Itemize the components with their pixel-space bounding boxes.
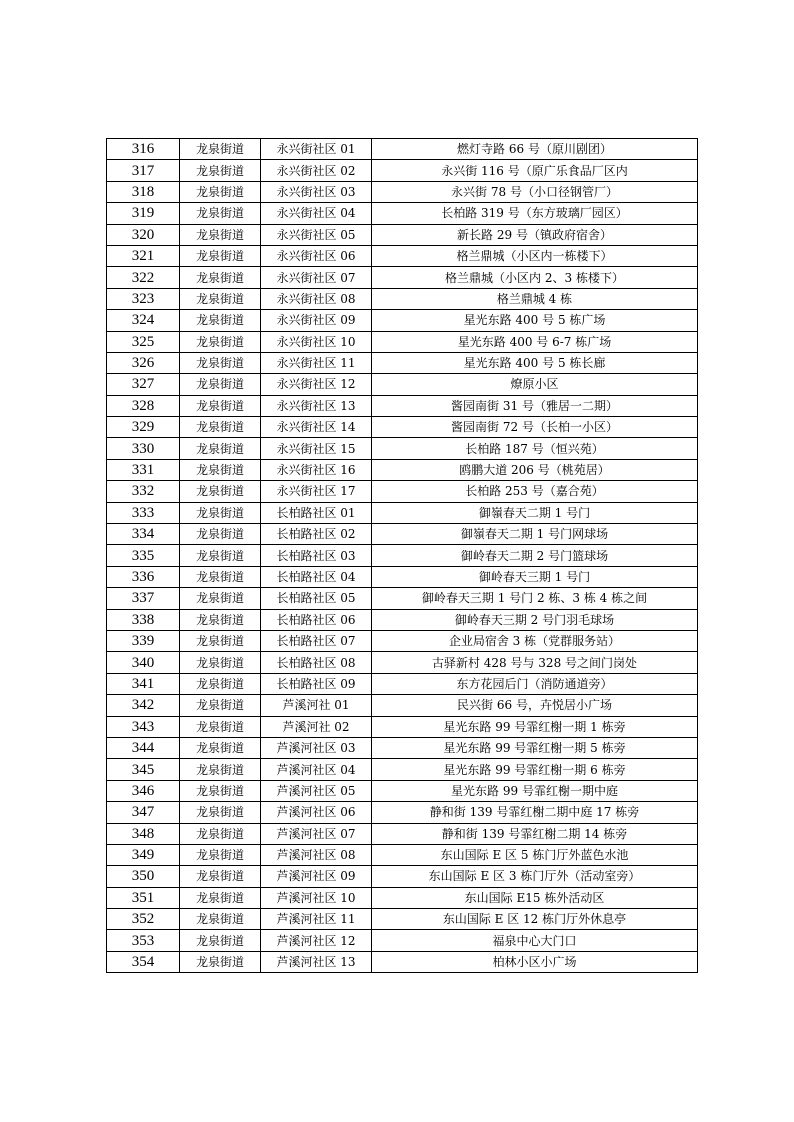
address-cell: 东山国际 E 区 5 栋门厅外蓝色水池 <box>372 844 698 865</box>
street-name-cell: 龙泉街道 <box>180 374 261 395</box>
table-row <box>107 267 698 288</box>
table-row <box>107 395 698 416</box>
street-name-cell: 龙泉街道 <box>180 652 261 673</box>
street-name-cell: 龙泉街道 <box>180 716 261 737</box>
point-name-cell: 永兴街社区 15 <box>261 438 372 459</box>
table-row <box>107 652 698 673</box>
row-number-cell: 332 <box>107 481 180 502</box>
address-cell: 星光东路 400 号 5 栋广场 <box>372 310 698 331</box>
table-row <box>107 502 698 523</box>
row-number-cell: 326 <box>107 352 180 373</box>
street-name-cell: 龙泉街道 <box>180 630 261 651</box>
address-cell: 燎原小区 <box>372 374 698 395</box>
address-cell: 古驿新村 428 号与 328 号之间门岗处 <box>372 652 698 673</box>
row-number-cell: 328 <box>107 395 180 416</box>
table-row <box>107 459 698 480</box>
address-cell: 御岭春天三期 2 号门羽毛球场 <box>372 609 698 630</box>
sites-table-body <box>107 139 698 973</box>
street-name-cell: 龙泉街道 <box>180 951 261 972</box>
table-row <box>107 481 698 502</box>
table-row <box>107 566 698 587</box>
address-cell: 柏林小区小广场 <box>372 951 698 972</box>
point-name-cell: 长柏路社区 04 <box>261 566 372 587</box>
point-name-cell: 永兴街社区 04 <box>261 203 372 224</box>
point-name-cell: 长柏路社区 05 <box>261 588 372 609</box>
point-name-cell: 芦溪河社区 11 <box>261 909 372 930</box>
table-row <box>107 545 698 566</box>
table-row <box>107 823 698 844</box>
point-name-cell: 芦溪河社区 10 <box>261 887 372 908</box>
street-name-cell: 龙泉街道 <box>180 288 261 309</box>
table-row <box>107 737 698 758</box>
street-name-cell: 龙泉街道 <box>180 566 261 587</box>
street-name-cell: 龙泉街道 <box>180 331 261 352</box>
table-row <box>107 374 698 395</box>
street-name-cell: 龙泉街道 <box>180 224 261 245</box>
street-name-cell: 龙泉街道 <box>180 802 261 823</box>
row-number-cell: 348 <box>107 823 180 844</box>
address-cell: 御嶺春天二期 1 号门 <box>372 502 698 523</box>
table-row <box>107 951 698 972</box>
row-number-cell: 354 <box>107 951 180 972</box>
address-cell: 静和街 139 号霏红榭二期 14 栋旁 <box>372 823 698 844</box>
address-cell: 新长路 29 号（镇政府宿舍） <box>372 224 698 245</box>
row-number-cell: 341 <box>107 673 180 694</box>
point-name-cell: 芦溪河社区 07 <box>261 823 372 844</box>
row-number-cell: 320 <box>107 224 180 245</box>
point-name-cell: 芦溪河社区 13 <box>261 951 372 972</box>
address-cell: 长柏路 319 号（东方玻璃厂园区） <box>372 203 698 224</box>
table-row <box>107 866 698 887</box>
point-name-cell: 长柏路社区 09 <box>261 673 372 694</box>
table-row <box>107 802 698 823</box>
table-row <box>107 160 698 181</box>
street-name-cell: 龙泉街道 <box>180 823 261 844</box>
row-number-cell: 339 <box>107 630 180 651</box>
street-name-cell: 龙泉街道 <box>180 759 261 780</box>
row-number-cell: 352 <box>107 909 180 930</box>
address-cell: 格兰鼎城（小区内 2、3 栋楼下） <box>372 267 698 288</box>
table-row <box>107 524 698 545</box>
street-name-cell: 龙泉街道 <box>180 673 261 694</box>
point-name-cell: 芦溪河社区 09 <box>261 866 372 887</box>
row-number-cell: 351 <box>107 887 180 908</box>
street-name-cell: 龙泉街道 <box>180 844 261 865</box>
street-name-cell: 龙泉街道 <box>180 203 261 224</box>
table-row <box>107 438 698 459</box>
table-row <box>107 716 698 737</box>
point-name-cell: 永兴街社区 13 <box>261 395 372 416</box>
point-name-cell: 芦溪河社区 04 <box>261 759 372 780</box>
street-name-cell: 龙泉街道 <box>180 245 261 266</box>
street-name-cell: 龙泉街道 <box>180 160 261 181</box>
point-name-cell: 芦溪河社 01 <box>261 695 372 716</box>
point-name-cell: 永兴街社区 07 <box>261 267 372 288</box>
row-number-cell: 316 <box>107 139 180 160</box>
point-name-cell: 长柏路社区 07 <box>261 630 372 651</box>
point-name-cell: 永兴街社区 03 <box>261 181 372 202</box>
address-cell: 御岭春天二期 2 号门篮球场 <box>372 545 698 566</box>
street-name-cell: 龙泉街道 <box>180 524 261 545</box>
address-cell: 星光东路 400 号 5 栋长廊 <box>372 352 698 373</box>
row-number-cell: 342 <box>107 695 180 716</box>
point-name-cell: 永兴街社区 16 <box>261 459 372 480</box>
address-cell: 星光东路 400 号 6-7 栋广场 <box>372 331 698 352</box>
row-number-cell: 327 <box>107 374 180 395</box>
row-number-cell: 343 <box>107 716 180 737</box>
row-number-cell: 317 <box>107 160 180 181</box>
row-number-cell: 322 <box>107 267 180 288</box>
address-cell: 酱园南街 31 号（雅居一二期） <box>372 395 698 416</box>
row-number-cell: 334 <box>107 524 180 545</box>
point-name-cell: 芦溪河社区 05 <box>261 780 372 801</box>
point-name-cell: 永兴街社区 05 <box>261 224 372 245</box>
address-cell: 燃灯寺路 66 号（原川剧团） <box>372 139 698 160</box>
row-number-cell: 350 <box>107 866 180 887</box>
address-cell: 星光东路 99 号霏红榭一期 1 栋旁 <box>372 716 698 737</box>
table-row <box>107 780 698 801</box>
table-row <box>107 673 698 694</box>
table-row <box>107 909 698 930</box>
row-number-cell: 344 <box>107 737 180 758</box>
table-row <box>107 759 698 780</box>
table-row <box>107 288 698 309</box>
table-row <box>107 310 698 331</box>
table-row <box>107 887 698 908</box>
table-row <box>107 609 698 630</box>
street-name-cell: 龙泉街道 <box>180 866 261 887</box>
street-name-cell: 龙泉街道 <box>180 459 261 480</box>
point-name-cell: 长柏路社区 08 <box>261 652 372 673</box>
table-row <box>107 695 698 716</box>
address-cell: 御岭春天三期 1 号门 <box>372 566 698 587</box>
point-name-cell: 永兴街社区 06 <box>261 245 372 266</box>
point-name-cell: 芦溪河社区 06 <box>261 802 372 823</box>
address-cell: 静和街 139 号霏红榭二期中庭 17 栋旁 <box>372 802 698 823</box>
row-number-cell: 321 <box>107 245 180 266</box>
address-cell: 星光东路 99 号霏红榭一期中庭 <box>372 780 698 801</box>
street-name-cell: 龙泉街道 <box>180 310 261 331</box>
street-name-cell: 龙泉街道 <box>180 417 261 438</box>
point-name-cell: 永兴街社区 11 <box>261 352 372 373</box>
address-cell: 永兴街 116 号（原广乐食品厂区内 <box>372 160 698 181</box>
address-cell: 东方花园后门（消防通道旁） <box>372 673 698 694</box>
point-name-cell: 长柏路社区 01 <box>261 502 372 523</box>
point-name-cell: 长柏路社区 03 <box>261 545 372 566</box>
street-name-cell: 龙泉街道 <box>180 695 261 716</box>
row-number-cell: 333 <box>107 502 180 523</box>
point-name-cell: 永兴街社区 01 <box>261 139 372 160</box>
table-row <box>107 588 698 609</box>
row-number-cell: 323 <box>107 288 180 309</box>
street-name-cell: 龙泉街道 <box>180 502 261 523</box>
table-row <box>107 630 698 651</box>
point-name-cell: 芦溪河社区 03 <box>261 737 372 758</box>
row-number-cell: 346 <box>107 780 180 801</box>
sites-table <box>106 138 698 973</box>
address-cell: 长柏路 187 号（恒兴苑） <box>372 438 698 459</box>
point-name-cell: 长柏路社区 06 <box>261 609 372 630</box>
point-name-cell: 芦溪河社 02 <box>261 716 372 737</box>
address-cell: 永兴街 78 号（小口径钢管厂） <box>372 181 698 202</box>
address-cell: 福泉中心大门口 <box>372 930 698 951</box>
address-cell: 民兴街 66 号，卉悦居小广场 <box>372 695 698 716</box>
street-name-cell: 龙泉街道 <box>180 181 261 202</box>
row-number-cell: 347 <box>107 802 180 823</box>
street-name-cell: 龙泉街道 <box>180 737 261 758</box>
street-name-cell: 龙泉街道 <box>180 481 261 502</box>
row-number-cell: 325 <box>107 331 180 352</box>
row-number-cell: 353 <box>107 930 180 951</box>
point-name-cell: 芦溪河社区 12 <box>261 930 372 951</box>
point-name-cell: 永兴街社区 12 <box>261 374 372 395</box>
row-number-cell: 336 <box>107 566 180 587</box>
point-name-cell: 永兴街社区 09 <box>261 310 372 331</box>
row-number-cell: 338 <box>107 609 180 630</box>
street-name-cell: 龙泉街道 <box>180 909 261 930</box>
row-number-cell: 319 <box>107 203 180 224</box>
address-cell: 星光东路 99 号霏红榭一期 6 栋旁 <box>372 759 698 780</box>
address-cell: 东山国际 E15 栋外活动区 <box>372 887 698 908</box>
street-name-cell: 龙泉街道 <box>180 588 261 609</box>
street-name-cell: 龙泉街道 <box>180 780 261 801</box>
point-name-cell: 永兴街社区 14 <box>261 417 372 438</box>
table-row <box>107 203 698 224</box>
address-cell: 格兰鼎城（小区内一栋楼下） <box>372 245 698 266</box>
table-row <box>107 245 698 266</box>
point-name-cell: 长柏路社区 02 <box>261 524 372 545</box>
street-name-cell: 龙泉街道 <box>180 887 261 908</box>
point-name-cell: 芦溪河社区 08 <box>261 844 372 865</box>
address-cell: 长柏路 253 号（嘉合苑） <box>372 481 698 502</box>
table-row <box>107 352 698 373</box>
row-number-cell: 331 <box>107 459 180 480</box>
row-number-cell: 335 <box>107 545 180 566</box>
street-name-cell: 龙泉街道 <box>180 930 261 951</box>
table-row <box>107 139 698 160</box>
address-cell: 御嶺春天二期 1 号门网球场 <box>372 524 698 545</box>
address-cell: 酱园南街 72 号（长柏一小区） <box>372 417 698 438</box>
street-name-cell: 龙泉街道 <box>180 609 261 630</box>
street-name-cell: 龙泉街道 <box>180 545 261 566</box>
table-row <box>107 331 698 352</box>
row-number-cell: 340 <box>107 652 180 673</box>
row-number-cell: 318 <box>107 181 180 202</box>
row-number-cell: 324 <box>107 310 180 331</box>
table-row <box>107 224 698 245</box>
address-cell: 格兰鼎城 4 栋 <box>372 288 698 309</box>
row-number-cell: 329 <box>107 417 180 438</box>
table-row <box>107 844 698 865</box>
point-name-cell: 永兴街社区 10 <box>261 331 372 352</box>
address-cell: 星光东路 99 号霏红榭一期 5 栋旁 <box>372 737 698 758</box>
table-row <box>107 417 698 438</box>
street-name-cell: 龙泉街道 <box>180 139 261 160</box>
table-row <box>107 181 698 202</box>
row-number-cell: 349 <box>107 844 180 865</box>
address-cell: 东山国际 E 区 12 栋门厅外休息亭 <box>372 909 698 930</box>
address-cell: 鸥鹏大道 206 号（桃苑居） <box>372 459 698 480</box>
point-name-cell: 永兴街社区 17 <box>261 481 372 502</box>
address-cell: 御岭春天三期 1 号门 2 栋、3 栋 4 栋之间 <box>372 588 698 609</box>
street-name-cell: 龙泉街道 <box>180 438 261 459</box>
point-name-cell: 永兴街社区 02 <box>261 160 372 181</box>
table-row <box>107 930 698 951</box>
row-number-cell: 345 <box>107 759 180 780</box>
address-cell: 东山国际 E 区 3 栋门厅外（活动室旁） <box>372 866 698 887</box>
street-name-cell: 龙泉街道 <box>180 395 261 416</box>
street-name-cell: 龙泉街道 <box>180 267 261 288</box>
point-name-cell: 永兴街社区 08 <box>261 288 372 309</box>
row-number-cell: 337 <box>107 588 180 609</box>
address-cell: 企业局宿舍 3 栋（党群服务站） <box>372 630 698 651</box>
row-number-cell: 330 <box>107 438 180 459</box>
street-name-cell: 龙泉街道 <box>180 352 261 373</box>
